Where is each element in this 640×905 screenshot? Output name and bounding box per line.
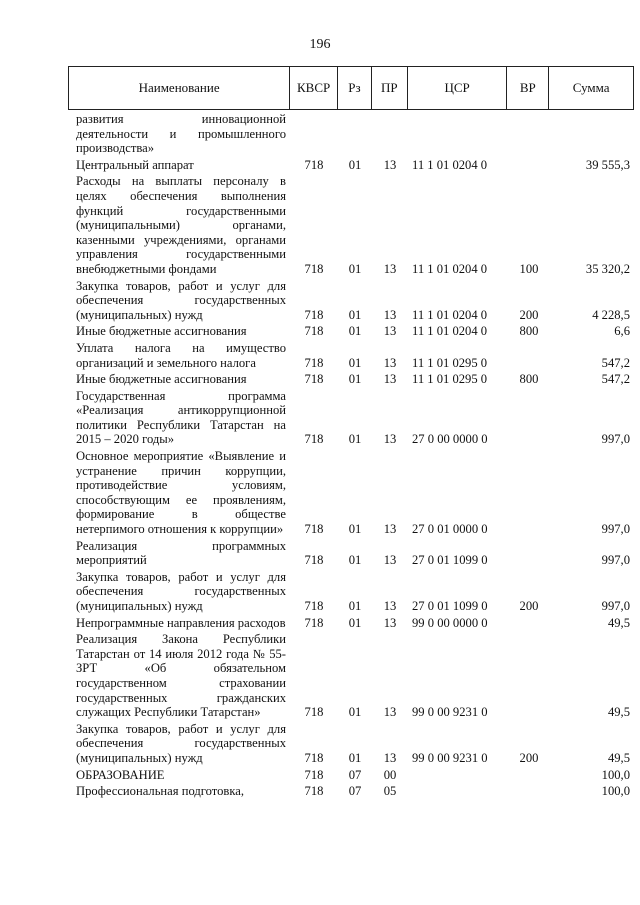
cell-name: Закупка товаров, работ и услуг для обеспечения государственных (муниципальных) нужд	[76, 569, 286, 613]
table-row	[68, 570, 634, 614]
header-rz: Рз	[338, 67, 372, 109]
table-row	[68, 449, 634, 537]
cell-sum: 100,0	[601, 767, 630, 782]
cell-rz: 01	[348, 599, 362, 613]
header-sum: Сумма	[572, 79, 610, 95]
header-csr: ЦСР	[408, 67, 508, 109]
cell-kvsr: 718	[304, 750, 324, 765]
cell-kvsr: 718	[304, 432, 324, 447]
cell-kvsr: 718	[304, 307, 324, 322]
table-row	[68, 279, 634, 323]
cell-kvsr: 718	[304, 355, 324, 370]
cell-csr: 27 0 01 1099 0	[412, 599, 488, 613]
cell-rz: 01	[348, 750, 362, 765]
header-name: Наименование	[69, 67, 290, 109]
cell-vr: 200	[519, 307, 539, 322]
cell-kvsr: 718	[304, 157, 324, 172]
cell-name: Реализация программных мероприятий	[76, 538, 286, 568]
cell-name: Закупка товаров, работ и услуг для обеспечения государственных (муниципальных) нужд	[76, 278, 286, 322]
cell-vr: 100	[519, 261, 539, 276]
cell-sum: 100,0	[601, 784, 630, 799]
table-row	[68, 372, 634, 387]
cell-pr: 13	[383, 705, 397, 720]
cell-pr: 13	[383, 372, 397, 387]
cell-vr: 800	[519, 372, 539, 387]
cell-csr: 11 1 01 0204 0	[412, 307, 488, 322]
budget-table	[68, 66, 634, 801]
header-vr: ВР	[507, 67, 549, 109]
cell-name: Расходы на выплаты персоналу в целях обеспечения выполнения функций государственными (муниципальными) органами, казенными учреждениями, органами управления государственными внебюджетными фондами	[76, 174, 286, 276]
cell-rz: 01	[348, 372, 362, 387]
table-row	[68, 784, 634, 799]
cell-kvsr: 718	[304, 522, 324, 537]
cell-kvsr: 718	[304, 553, 324, 568]
cell-sum: 4 228,5	[592, 307, 630, 322]
table-header	[68, 66, 634, 110]
cell-vr: 200	[519, 599, 539, 613]
cell-sum: 49,5	[607, 615, 630, 630]
cell-sum: 39 555,3	[585, 157, 630, 172]
cell-kvsr: 718	[304, 261, 324, 276]
table-row	[68, 768, 634, 783]
cell-sum: 997,0	[601, 599, 630, 613]
cell-kvsr: 718	[304, 784, 324, 799]
table-row	[68, 389, 634, 447]
cell-name: Иные бюджетные ассигнования	[76, 324, 247, 339]
cell-rz: 01	[348, 615, 362, 630]
table-row	[68, 341, 634, 370]
cell-sum: 547,2	[601, 355, 630, 370]
cell-rz: 07	[348, 767, 362, 782]
cell-csr: 11 1 01 0204 0	[412, 261, 488, 276]
cell-rz: 01	[348, 324, 362, 339]
cell-rz: 07	[348, 784, 362, 799]
cell-pr: 13	[383, 553, 397, 568]
cell-kvsr: 718	[304, 767, 324, 782]
cell-csr: 11 1 01 0204 0	[412, 157, 488, 172]
cell-name: ОБРАЗОВАНИЕ	[76, 767, 165, 782]
header-kvsr: КВСР	[290, 67, 338, 109]
cell-name: Основное мероприятие «Выявление и устранение причин коррупции, противодействие условиям, способствующим ее проявлениям, формирование в обществе нетерпимого отношения к коррупции»	[76, 449, 286, 537]
table-row	[68, 158, 634, 173]
cell-pr: 13	[383, 599, 397, 613]
cell-kvsr: 718	[304, 324, 324, 339]
cell-csr: 27 0 00 0000 0	[412, 432, 488, 447]
table-row	[68, 616, 634, 631]
cell-vr: 800	[519, 324, 539, 339]
cell-name: Закупка товаров, работ и услуг для обеспечения государственных (муниципальных) нужд	[76, 721, 286, 765]
cell-sum: 997,0	[601, 553, 630, 568]
cell-pr: 00	[383, 767, 397, 782]
cell-pr: 13	[383, 261, 397, 276]
cell-rz: 01	[348, 432, 362, 447]
cell-kvsr: 718	[304, 705, 324, 720]
cell-sum: 49,5	[607, 750, 630, 765]
cell-vr: 200	[519, 750, 539, 765]
cell-rz: 01	[348, 307, 362, 322]
cell-rz: 01	[348, 522, 362, 537]
cell-rz: 01	[348, 553, 362, 568]
cell-csr: 11 1 01 0295 0	[412, 355, 488, 370]
cell-csr: 11 1 01 0204 0	[412, 324, 488, 339]
cell-name: развития инновационной деятельности и промышленного производства»	[76, 112, 286, 156]
cell-csr: 27 0 01 1099 0	[412, 553, 488, 568]
cell-name: Уплата налога на имущество организаций и земельного налога	[76, 340, 286, 370]
cell-rz: 01	[348, 157, 362, 172]
cell-sum: 997,0	[601, 522, 630, 537]
table-row	[68, 539, 634, 568]
table-row	[68, 632, 634, 720]
cell-name: Профессиональная подготовка,	[76, 784, 245, 799]
table-row	[68, 174, 634, 276]
table-body	[68, 112, 634, 799]
table-row	[68, 324, 634, 339]
cell-name: Центральный аппарат	[76, 157, 194, 172]
cell-csr: 11 1 01 0295 0	[412, 372, 488, 387]
cell-kvsr: 718	[304, 599, 324, 613]
cell-csr: 27 0 01 0000 0	[412, 522, 488, 537]
cell-kvsr: 718	[304, 372, 324, 387]
table-row	[68, 722, 634, 766]
cell-kvsr: 718	[304, 615, 324, 630]
cell-name: Государственная программа «Реализация антикоррупционной политики Республики Татарстан на 2015 – 2020 годы»	[76, 388, 286, 447]
cell-csr: 99 0 00 0000 0	[412, 615, 488, 630]
cell-pr: 13	[383, 432, 397, 447]
cell-pr: 13	[383, 522, 397, 537]
cell-pr: 13	[383, 750, 397, 765]
cell-pr: 13	[383, 615, 397, 630]
cell-pr: 05	[383, 784, 397, 799]
cell-sum: 547,2	[601, 372, 630, 387]
cell-sum: 35 320,2	[585, 261, 630, 276]
cell-rz: 01	[348, 355, 362, 370]
cell-name: Иные бюджетные ассигнования	[76, 372, 247, 387]
cell-sum: 6,6	[614, 324, 630, 339]
cell-name: Непрограммные направления расходов	[76, 615, 286, 630]
cell-csr: 99 0 00 9231 0	[412, 750, 488, 765]
cell-csr: 99 0 00 9231 0	[412, 705, 488, 720]
cell-pr: 13	[383, 157, 397, 172]
cell-pr: 13	[383, 307, 397, 322]
cell-rz: 01	[348, 705, 362, 720]
page-number: 196	[309, 37, 331, 52]
cell-rz: 01	[348, 261, 362, 276]
table-row	[68, 112, 634, 156]
header-pr: ПР	[372, 67, 408, 109]
cell-sum: 997,0	[601, 432, 630, 447]
cell-pr: 13	[383, 324, 397, 339]
cell-name: Реализация Закона Республики Татарстан от 14 июля 2012 года № 55-ЗРТ «Об обязательном государственном страховании государственных гражданских служащих Республики Татарстан»	[76, 632, 286, 720]
cell-sum: 49,5	[607, 705, 630, 720]
cell-pr: 13	[383, 355, 397, 370]
